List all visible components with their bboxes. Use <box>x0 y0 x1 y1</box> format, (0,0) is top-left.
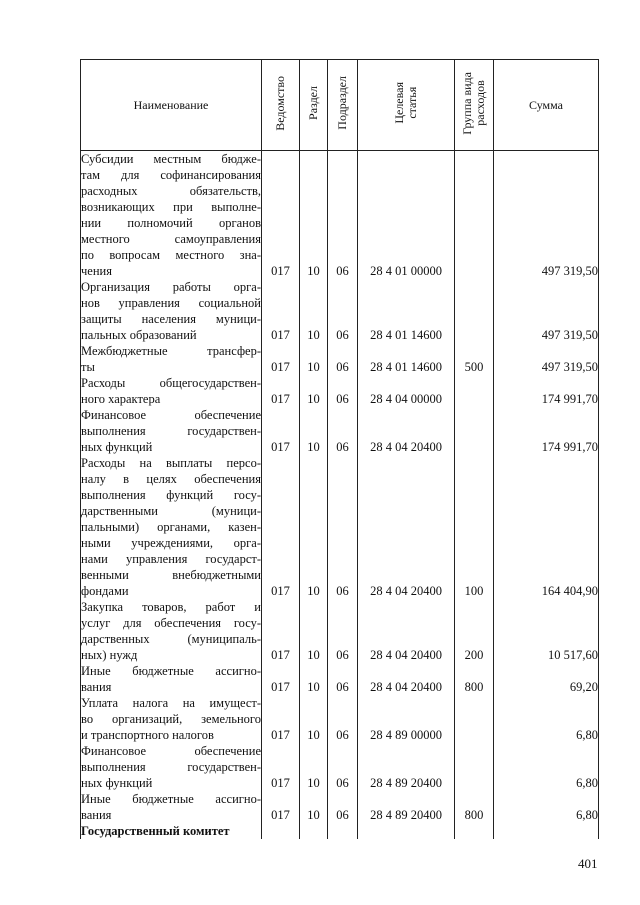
row-target: 28 4 04 00000 <box>358 375 455 407</box>
table-row <box>81 279 599 343</box>
row-target: 28 4 04 20400 <box>358 663 455 695</box>
row-group: 100 <box>455 455 494 599</box>
row-name-line: дарственных (муниципаль- <box>81 632 261 646</box>
row-group <box>455 407 494 455</box>
row-section: 10 <box>300 455 328 599</box>
row-section: 10 <box>300 279 328 343</box>
row-name-line: выполнения государствен- <box>81 760 261 774</box>
row-name-line: вания <box>81 808 112 822</box>
row-group: 500 <box>455 343 494 375</box>
budget-table <box>80 59 599 839</box>
row-target: 28 4 89 20400 <box>358 791 455 823</box>
row-name-line: чения <box>81 264 112 278</box>
row-name-line: ными учреждениями, орга- <box>81 536 261 550</box>
row-section: 10 <box>300 375 328 407</box>
page-number: 401 <box>578 856 598 871</box>
row-group <box>455 743 494 791</box>
row-subsection <box>328 823 358 839</box>
table-row <box>81 343 599 375</box>
row-sum: 174 991,70 <box>494 375 599 407</box>
table-row <box>81 151 599 280</box>
row-name <box>81 279 262 343</box>
row-name <box>81 151 262 280</box>
row-name <box>81 823 262 839</box>
row-dept: 017 <box>262 279 300 343</box>
row-dept: 017 <box>262 407 300 455</box>
row-sum: 6,80 <box>494 743 599 791</box>
row-group: 800 <box>455 663 494 695</box>
row-name <box>81 375 262 407</box>
row-sum: 6,80 <box>494 791 599 823</box>
row-name-line: во организаций, земельного <box>81 712 261 726</box>
table-row <box>81 743 599 791</box>
row-subsection: 06 <box>328 407 358 455</box>
row-name-line: Уплата налога на имущест- <box>81 696 261 710</box>
row-name-line: Государственный комитет <box>81 824 230 838</box>
row-sum: 497 319,50 <box>494 279 599 343</box>
header-sum: Сумма <box>494 60 599 151</box>
table-row <box>81 599 599 663</box>
row-name-line: ных) нужд <box>81 648 138 662</box>
row-subsection: 06 <box>328 791 358 823</box>
row-name-line: ных функций <box>81 776 153 790</box>
table-row <box>81 791 599 823</box>
row-name-line: Закупка товаров, работ и <box>81 600 261 614</box>
row-sum <box>494 823 599 839</box>
row-subsection: 06 <box>328 663 358 695</box>
row-name <box>81 599 262 663</box>
row-name-line: там для софинансирования <box>81 168 261 182</box>
table-row <box>81 455 599 599</box>
header-section: Раздел <box>300 60 328 151</box>
row-name-line: Организация работы орга- <box>81 280 261 294</box>
row-name-line: Иные бюджетные ассигно- <box>81 792 261 806</box>
row-name-line: налу в целях обеспечения <box>81 472 261 486</box>
row-name-line: Финансовое обеспечение <box>81 408 261 422</box>
row-sum: 174 991,70 <box>494 407 599 455</box>
row-section: 10 <box>300 743 328 791</box>
row-subsection: 06 <box>328 375 358 407</box>
row-name-line: пальными) органами, казен- <box>81 520 261 534</box>
row-subsection: 06 <box>328 343 358 375</box>
table-row <box>81 663 599 695</box>
row-section <box>300 823 328 839</box>
row-name-line: нии полномочий органов <box>81 216 261 230</box>
row-target: 28 4 04 20400 <box>358 455 455 599</box>
row-dept: 017 <box>262 663 300 695</box>
table-row <box>81 375 599 407</box>
row-group <box>455 823 494 839</box>
row-name-line: ного характера <box>81 392 161 406</box>
row-dept: 017 <box>262 791 300 823</box>
row-name <box>81 407 262 455</box>
row-target: 28 4 04 20400 <box>358 407 455 455</box>
row-name-line: вания <box>81 680 112 694</box>
row-target: 28 4 01 14600 <box>358 343 455 375</box>
row-name-line: местного самоуправления <box>81 232 261 246</box>
row-name-line: нов управления социальной <box>81 296 261 310</box>
row-name-line: дарственными (муници- <box>81 504 261 518</box>
row-dept: 017 <box>262 695 300 743</box>
row-group <box>455 375 494 407</box>
row-sum: 497 319,50 <box>494 343 599 375</box>
row-section: 10 <box>300 663 328 695</box>
row-name <box>81 343 262 375</box>
row-name-line: ты <box>81 360 95 374</box>
row-name-line: нами управления государст- <box>81 552 261 566</box>
table-row <box>81 695 599 743</box>
row-target <box>358 823 455 839</box>
row-section: 10 <box>300 343 328 375</box>
row-sum: 164 404,90 <box>494 455 599 599</box>
row-subsection: 06 <box>328 455 358 599</box>
row-dept: 017 <box>262 599 300 663</box>
row-name-line: Межбюджетные трансфер- <box>81 344 261 358</box>
table-body <box>81 151 599 840</box>
row-sum: 10 517,60 <box>494 599 599 663</box>
row-subsection: 06 <box>328 695 358 743</box>
header-group: Группа вида расходов <box>455 60 494 151</box>
row-subsection: 06 <box>328 599 358 663</box>
row-name-line: расходных обязательств, <box>81 184 261 198</box>
row-group: 800 <box>455 791 494 823</box>
row-group <box>455 151 494 280</box>
row-name-line: фондами <box>81 584 129 598</box>
row-sum: 69,20 <box>494 663 599 695</box>
row-sum: 6,80 <box>494 695 599 743</box>
row-section: 10 <box>300 151 328 280</box>
header-name: Наименование <box>81 60 262 151</box>
row-section: 10 <box>300 791 328 823</box>
row-name-line: Расходы общегосударствен- <box>81 376 261 390</box>
header-subsection: Подраздел <box>328 60 358 151</box>
table-row <box>81 823 599 839</box>
row-dept: 017 <box>262 151 300 280</box>
row-section: 10 <box>300 695 328 743</box>
row-dept: 017 <box>262 455 300 599</box>
row-subsection: 06 <box>328 151 358 280</box>
row-name <box>81 695 262 743</box>
row-target: 28 4 89 00000 <box>358 695 455 743</box>
row-section: 10 <box>300 599 328 663</box>
row-name-line: и транспортного налогов <box>81 728 214 742</box>
row-group: 200 <box>455 599 494 663</box>
row-name <box>81 663 262 695</box>
row-name-line: выполнения государствен- <box>81 424 261 438</box>
table-row <box>81 407 599 455</box>
row-group <box>455 279 494 343</box>
row-sum: 497 319,50 <box>494 151 599 280</box>
header-dept: Ведомство <box>262 60 300 151</box>
row-subsection: 06 <box>328 743 358 791</box>
row-name <box>81 455 262 599</box>
row-target: 28 4 01 00000 <box>358 151 455 280</box>
row-name-line: защиты населения муници- <box>81 312 261 326</box>
row-subsection: 06 <box>328 279 358 343</box>
row-target: 28 4 89 20400 <box>358 743 455 791</box>
row-name <box>81 743 262 791</box>
row-name <box>81 791 262 823</box>
row-name-line: услуг для обеспечения госу- <box>81 616 261 630</box>
row-dept: 017 <box>262 343 300 375</box>
row-name-line: Иные бюджетные ассигно- <box>81 664 261 678</box>
row-target: 28 4 01 14600 <box>358 279 455 343</box>
row-name-line: ных функций <box>81 440 153 454</box>
row-group <box>455 695 494 743</box>
row-name-line: венными внебюджетными <box>81 568 261 582</box>
row-dept: 017 <box>262 375 300 407</box>
row-dept: 017 <box>262 743 300 791</box>
row-name-line: Расходы на выплаты персо- <box>81 456 261 470</box>
row-name-line: Субсидии местным бюдже- <box>81 152 261 166</box>
row-name-line: возникающих при выполне- <box>81 200 261 214</box>
row-section: 10 <box>300 407 328 455</box>
row-target: 28 4 04 20400 <box>358 599 455 663</box>
row-name-line: выполнения функций госу- <box>81 488 261 502</box>
header-target: Целевая статья <box>358 60 455 151</box>
row-dept <box>262 823 300 839</box>
row-name-line: Финансовое обеспечение <box>81 744 261 758</box>
row-name-line: по вопросам местного зна- <box>81 248 261 262</box>
row-name-line: пальных образований <box>81 328 197 342</box>
table-header-row <box>81 60 599 151</box>
